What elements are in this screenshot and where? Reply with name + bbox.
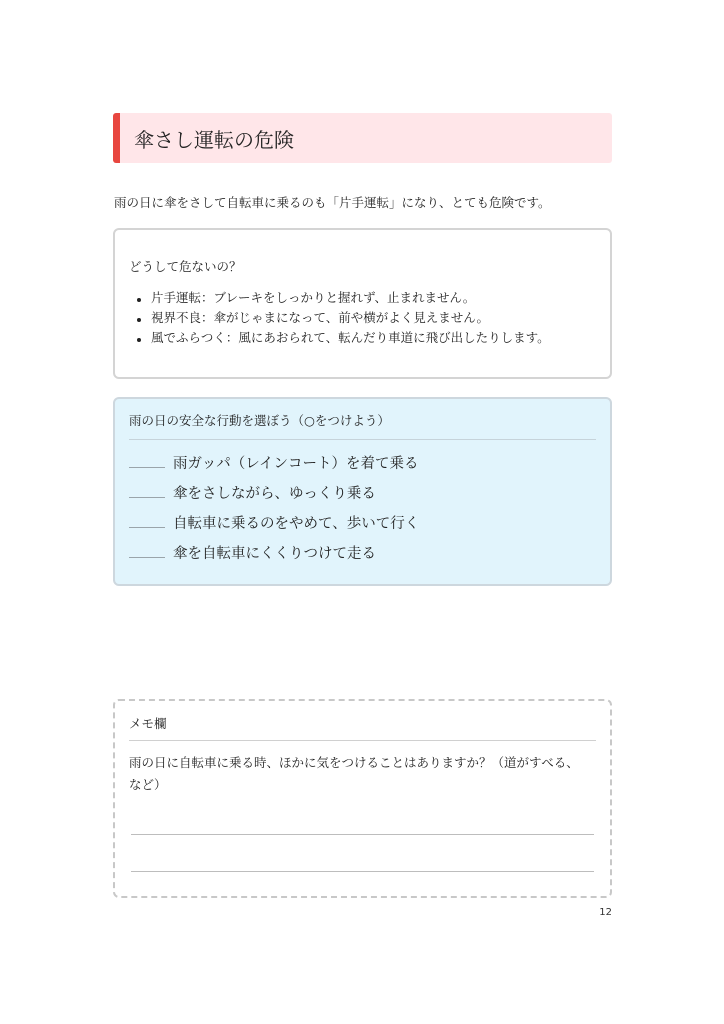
actions-divider (129, 439, 596, 440)
reason-item: 視界不良：傘がじゃまになって、前や横がよく見えません。 (129, 308, 550, 328)
action-label: 傘をさしながら、ゆっくり乗る (173, 485, 376, 502)
memo-heading: メモ欄 (129, 716, 167, 731)
action-label: 自転車に乗るのをやめて、歩いて行く (173, 515, 420, 532)
reason-item: 風でふらつく：風にあおられて、転んだり車道に飛び出したりします。 (129, 328, 550, 348)
memo-write-line[interactable] (131, 834, 594, 835)
memo-divider (129, 740, 596, 741)
page-title: 傘さし運転の危険 (134, 127, 294, 152)
answer-blank[interactable] (129, 497, 165, 498)
action-label: 傘を自転車にくくりつけて走る (173, 545, 376, 562)
title-banner (113, 113, 612, 163)
memo-question: 雨の日に自転車に乗る時、ほかに気をつけることはありますか？（道がすべる、など） (129, 755, 579, 792)
answer-blank[interactable] (129, 467, 165, 468)
reasons-box (113, 228, 612, 379)
intro-text: 雨の日に傘をさして自転車に乗るのも「片手運転」になり、とても危険です。 (114, 195, 551, 210)
reason-item: 片手運転：ブレーキをしっかりと握れず、止まれません。 (129, 288, 550, 308)
answer-blank[interactable] (129, 527, 165, 528)
actions-box (113, 397, 612, 586)
action-item (129, 477, 419, 507)
answer-blank[interactable] (129, 557, 165, 558)
action-item (129, 447, 419, 477)
reasons-heading: どうして危ないの？ (129, 259, 242, 274)
actions-heading: 雨の日の安全な行動を選ぼう（○をつけよう） (129, 413, 390, 428)
memo-write-line[interactable] (131, 871, 594, 872)
reasons-list (129, 288, 550, 348)
page-number: 12 (599, 907, 612, 918)
actions-list (129, 447, 419, 567)
action-item (129, 537, 419, 567)
memo-box (113, 699, 612, 898)
action-label: 雨ガッパ（レインコート）を着て乗る (173, 455, 419, 472)
action-item (129, 507, 419, 537)
